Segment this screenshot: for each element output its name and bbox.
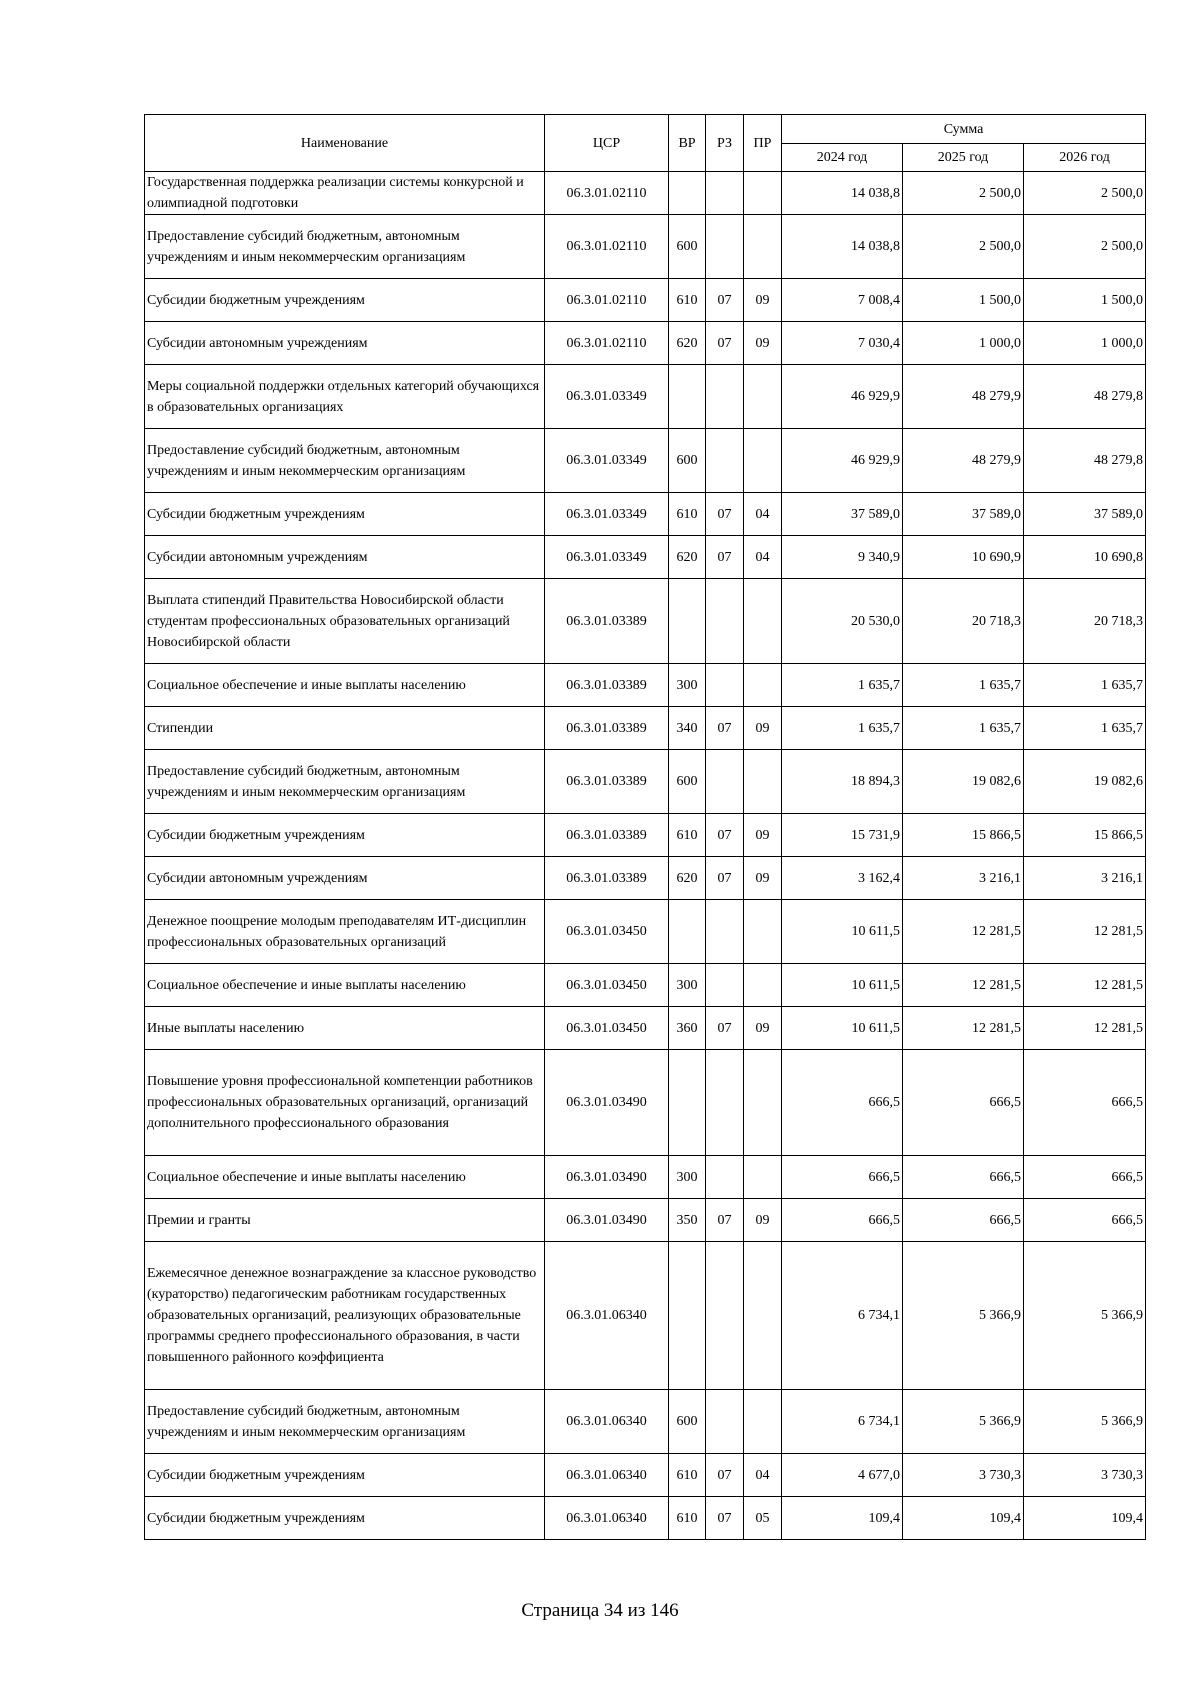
- row-pr: 09: [744, 322, 782, 365]
- table-row: [145, 215, 1146, 279]
- row-rz: [706, 1156, 744, 1199]
- table-row: [145, 536, 1146, 579]
- row-2026: 12 281,5: [1024, 900, 1146, 964]
- row-pr: [744, 365, 782, 429]
- page-number: Страница 34 из 146: [521, 1600, 679, 1621]
- row-2024: 14 038,8: [782, 172, 903, 215]
- row-csr: 06.3.01.03349: [545, 536, 669, 579]
- row-2024: 1 635,7: [782, 707, 903, 750]
- row-2026: 1 635,7: [1024, 664, 1146, 707]
- row-pr: 05: [744, 1497, 782, 1540]
- row-csr: 06.3.01.06340: [545, 1454, 669, 1497]
- row-pr: [744, 1390, 782, 1454]
- table-row: [145, 900, 1146, 964]
- row-2026: 48 279,8: [1024, 429, 1146, 493]
- row-vr: 300: [669, 964, 706, 1007]
- row-name: Повышение уровня профессиональной компетенции работников профессиональных образовательных организаций, организаций дополнительного профессионального образования: [145, 1050, 545, 1156]
- row-2025: 666,5: [903, 1050, 1024, 1156]
- row-csr: 06.3.01.03490: [545, 1156, 669, 1199]
- row-name: Субсидии автономным учреждениям: [145, 322, 545, 365]
- row-2025: 37 589,0: [903, 493, 1024, 536]
- table-row: [145, 750, 1146, 814]
- row-2026: 666,5: [1024, 1050, 1146, 1156]
- row-2024: 6 734,1: [782, 1390, 903, 1454]
- row-pr: [744, 1050, 782, 1156]
- row-2025: 5 366,9: [903, 1242, 1024, 1390]
- row-pr: [744, 900, 782, 964]
- row-rz: 07: [706, 279, 744, 322]
- row-vr: 600: [669, 429, 706, 493]
- table-row: [145, 814, 1146, 857]
- row-csr: 06.3.01.02110: [545, 172, 669, 215]
- row-name: Субсидии бюджетным учреждениям: [145, 1454, 545, 1497]
- row-name: Субсидии бюджетным учреждениям: [145, 814, 545, 857]
- row-vr: 620: [669, 536, 706, 579]
- row-pr: 04: [744, 1454, 782, 1497]
- table-body: [145, 172, 1146, 1540]
- row-name: Субсидии бюджетным учреждениям: [145, 279, 545, 322]
- row-2026: 1 500,0: [1024, 279, 1146, 322]
- row-rz: [706, 365, 744, 429]
- row-csr: 06.3.01.06340: [545, 1242, 669, 1390]
- row-2024: 9 340,9: [782, 536, 903, 579]
- row-2026: 12 281,5: [1024, 964, 1146, 1007]
- row-vr: [669, 579, 706, 664]
- table-row: [145, 279, 1146, 322]
- table-row: [145, 172, 1146, 215]
- row-pr: [744, 664, 782, 707]
- row-2025: 2 500,0: [903, 215, 1024, 279]
- row-2026: 48 279,8: [1024, 365, 1146, 429]
- row-2024: 6 734,1: [782, 1242, 903, 1390]
- row-vr: 600: [669, 750, 706, 814]
- row-rz: [706, 215, 744, 279]
- row-2024: 1 635,7: [782, 664, 903, 707]
- row-2026: 1 000,0: [1024, 322, 1146, 365]
- row-rz: 07: [706, 1007, 744, 1050]
- row-csr: 06.3.01.03349: [545, 365, 669, 429]
- row-rz: [706, 1050, 744, 1156]
- row-2024: 15 731,9: [782, 814, 903, 857]
- row-vr: [669, 365, 706, 429]
- row-name: Иные выплаты населению: [145, 1007, 545, 1050]
- header-rz: РЗ: [706, 115, 744, 172]
- row-vr: 610: [669, 493, 706, 536]
- row-2024: 18 894,3: [782, 750, 903, 814]
- row-name: Государственная поддержка реализации системы конкурсной и олимпиадной подготовки: [145, 172, 545, 215]
- row-rz: 07: [706, 493, 744, 536]
- row-pr: 09: [744, 1199, 782, 1242]
- table-row: [145, 1390, 1146, 1454]
- row-csr: 06.3.01.03389: [545, 579, 669, 664]
- table-row: [145, 1199, 1146, 1242]
- row-csr: 06.3.01.03349: [545, 493, 669, 536]
- row-2026: 10 690,8: [1024, 536, 1146, 579]
- table-row: [145, 1007, 1146, 1050]
- row-2024: 666,5: [782, 1050, 903, 1156]
- table-row: [145, 707, 1146, 750]
- row-csr: 06.3.01.03389: [545, 857, 669, 900]
- row-vr: [669, 900, 706, 964]
- row-2024: 46 929,9: [782, 429, 903, 493]
- row-name: Социальное обеспечение и иные выплаты населению: [145, 964, 545, 1007]
- row-2025: 15 866,5: [903, 814, 1024, 857]
- row-2025: 109,4: [903, 1497, 1024, 1540]
- row-pr: 09: [744, 1007, 782, 1050]
- row-vr: [669, 172, 706, 215]
- row-vr: 360: [669, 1007, 706, 1050]
- table-row: [145, 322, 1146, 365]
- row-2024: 46 929,9: [782, 365, 903, 429]
- row-2025: 3 216,1: [903, 857, 1024, 900]
- row-rz: [706, 964, 744, 1007]
- row-pr: [744, 579, 782, 664]
- row-csr: 06.3.01.03389: [545, 664, 669, 707]
- row-name: Предоставление субсидий бюджетным, автономным учреждениям и иным некоммерческим организациям: [145, 429, 545, 493]
- row-2024: 10 611,5: [782, 900, 903, 964]
- row-name: Премии и гранты: [145, 1199, 545, 1242]
- header-2025: 2025 год: [903, 144, 1024, 172]
- row-2024: 7 030,4: [782, 322, 903, 365]
- row-vr: 300: [669, 1156, 706, 1199]
- row-pr: 09: [744, 279, 782, 322]
- row-rz: 07: [706, 814, 744, 857]
- row-2026: 19 082,6: [1024, 750, 1146, 814]
- row-vr: 340: [669, 707, 706, 750]
- row-name: Выплата стипендий Правительства Новосибирской области студентам профессиональных образовательных организаций Новосибирской области: [145, 579, 545, 664]
- row-2025: 19 082,6: [903, 750, 1024, 814]
- row-vr: 610: [669, 1497, 706, 1540]
- header-vr: ВР: [669, 115, 706, 172]
- row-csr: 06.3.01.02110: [545, 279, 669, 322]
- row-2024: 10 611,5: [782, 964, 903, 1007]
- row-2026: 37 589,0: [1024, 493, 1146, 536]
- row-2025: 1 000,0: [903, 322, 1024, 365]
- row-rz: 07: [706, 1497, 744, 1540]
- row-2026: 3 216,1: [1024, 857, 1146, 900]
- row-2025: 12 281,5: [903, 1007, 1024, 1050]
- row-rz: 07: [706, 707, 744, 750]
- row-2024: 20 530,0: [782, 579, 903, 664]
- table-row: [145, 964, 1146, 1007]
- row-vr: 600: [669, 1390, 706, 1454]
- row-vr: 620: [669, 857, 706, 900]
- row-rz: [706, 1390, 744, 1454]
- table-row: [145, 857, 1146, 900]
- row-2024: 3 162,4: [782, 857, 903, 900]
- row-pr: [744, 1156, 782, 1199]
- row-name: Субсидии бюджетным учреждениям: [145, 1497, 545, 1540]
- row-pr: 04: [744, 536, 782, 579]
- row-name: Предоставление субсидий бюджетным, автономным учреждениям и иным некоммерческим организациям: [145, 750, 545, 814]
- row-pr: 09: [744, 857, 782, 900]
- table-row: [145, 664, 1146, 707]
- row-name: Социальное обеспечение и иные выплаты населению: [145, 1156, 545, 1199]
- row-name: Меры социальной поддержки отдельных категорий обучающихся в образовательных организациях: [145, 365, 545, 429]
- row-name: Предоставление субсидий бюджетным, автономным учреждениям и иным некоммерческим организациям: [145, 215, 545, 279]
- header-name: Наименование: [145, 115, 545, 172]
- row-rz: [706, 429, 744, 493]
- row-vr: 610: [669, 1454, 706, 1497]
- row-name: Ежемесячное денежное вознаграждение за классное руководство (кураторство) педагогическим работникам государственных образовательных организаций, реализующих образовательные программы среднего профессионального образования, в части повышенного районного коэффициента: [145, 1242, 545, 1390]
- row-pr: [744, 172, 782, 215]
- row-2025: 1 635,7: [903, 707, 1024, 750]
- row-rz: 07: [706, 857, 744, 900]
- header-csr: ЦСР: [545, 115, 669, 172]
- row-vr: 610: [669, 279, 706, 322]
- row-rz: [706, 750, 744, 814]
- row-2025: 5 366,9: [903, 1390, 1024, 1454]
- header-sum: Сумма: [782, 115, 1146, 144]
- row-name: Субсидии автономным учреждениям: [145, 857, 545, 900]
- row-pr: [744, 215, 782, 279]
- row-rz: [706, 579, 744, 664]
- row-2024: 37 589,0: [782, 493, 903, 536]
- row-2026: 2 500,0: [1024, 172, 1146, 215]
- row-pr: [744, 750, 782, 814]
- row-2026: 12 281,5: [1024, 1007, 1146, 1050]
- row-rz: [706, 172, 744, 215]
- row-rz: 07: [706, 322, 744, 365]
- row-2025: 48 279,9: [903, 429, 1024, 493]
- row-2025: 666,5: [903, 1199, 1024, 1242]
- row-2025: 3 730,3: [903, 1454, 1024, 1497]
- table-row: [145, 1454, 1146, 1497]
- header-2026: 2026 год: [1024, 144, 1146, 172]
- row-name: Денежное поощрение молодым преподавателям ИТ-дисциплин профессиональных образовательных организаций: [145, 900, 545, 964]
- row-vr: 300: [669, 664, 706, 707]
- row-pr: [744, 1242, 782, 1390]
- row-pr: 04: [744, 493, 782, 536]
- row-2025: 20 718,3: [903, 579, 1024, 664]
- row-vr: 350: [669, 1199, 706, 1242]
- row-2026: 20 718,3: [1024, 579, 1146, 664]
- row-csr: 06.3.01.03389: [545, 750, 669, 814]
- row-name: Субсидии автономным учреждениям: [145, 536, 545, 579]
- row-vr: [669, 1050, 706, 1156]
- table-row: [145, 1242, 1146, 1390]
- row-2024: 14 038,8: [782, 215, 903, 279]
- row-2026: 1 635,7: [1024, 707, 1146, 750]
- table-row: [145, 1050, 1146, 1156]
- row-csr: 06.3.01.02110: [545, 215, 669, 279]
- row-2026: 2 500,0: [1024, 215, 1146, 279]
- row-2024: 4 677,0: [782, 1454, 903, 1497]
- row-csr: 06.3.01.03450: [545, 964, 669, 1007]
- row-csr: 06.3.01.06340: [545, 1497, 669, 1540]
- row-2025: 1 500,0: [903, 279, 1024, 322]
- row-csr: 06.3.01.03389: [545, 707, 669, 750]
- row-2024: 109,4: [782, 1497, 903, 1540]
- row-2025: 1 635,7: [903, 664, 1024, 707]
- row-rz: [706, 1242, 744, 1390]
- header-pr: ПР: [744, 115, 782, 172]
- row-pr: 09: [744, 814, 782, 857]
- table-row: [145, 493, 1146, 536]
- row-pr: 09: [744, 707, 782, 750]
- row-2026: 5 366,9: [1024, 1242, 1146, 1390]
- row-2024: 7 008,4: [782, 279, 903, 322]
- header-2024: 2024 год: [782, 144, 903, 172]
- row-csr: 06.3.01.03490: [545, 1199, 669, 1242]
- budget-table: [144, 114, 1146, 1540]
- row-rz: [706, 664, 744, 707]
- row-2025: 12 281,5: [903, 964, 1024, 1007]
- row-name: Субсидии бюджетным учреждениям: [145, 493, 545, 536]
- table-row: [145, 365, 1146, 429]
- row-2025: 12 281,5: [903, 900, 1024, 964]
- row-csr: 06.3.01.03450: [545, 1007, 669, 1050]
- row-2024: 666,5: [782, 1199, 903, 1242]
- row-name: Предоставление субсидий бюджетным, автономным учреждениям и иным некоммерческим организациям: [145, 1390, 545, 1454]
- row-2026: 666,5: [1024, 1199, 1146, 1242]
- row-vr: 600: [669, 215, 706, 279]
- row-rz: 07: [706, 1454, 744, 1497]
- row-rz: 07: [706, 536, 744, 579]
- row-rz: 07: [706, 1199, 744, 1242]
- table-row: [145, 579, 1146, 664]
- row-name: Социальное обеспечение и иные выплаты населению: [145, 664, 545, 707]
- table-row: [145, 1497, 1146, 1540]
- row-2025: 2 500,0: [903, 172, 1024, 215]
- row-2025: 10 690,9: [903, 536, 1024, 579]
- table-row: [145, 429, 1146, 493]
- row-vr: [669, 1242, 706, 1390]
- row-vr: 620: [669, 322, 706, 365]
- row-rz: [706, 900, 744, 964]
- table-row: [145, 1156, 1146, 1199]
- row-pr: [744, 964, 782, 1007]
- row-csr: 06.3.01.03389: [545, 814, 669, 857]
- row-2025: 48 279,9: [903, 365, 1024, 429]
- row-2026: 109,4: [1024, 1497, 1146, 1540]
- row-2025: 666,5: [903, 1156, 1024, 1199]
- row-2026: 15 866,5: [1024, 814, 1146, 857]
- row-csr: 06.3.01.03349: [545, 429, 669, 493]
- row-vr: 610: [669, 814, 706, 857]
- row-csr: 06.3.01.03450: [545, 900, 669, 964]
- row-csr: 06.3.01.02110: [545, 322, 669, 365]
- row-2024: 10 611,5: [782, 1007, 903, 1050]
- row-2026: 5 366,9: [1024, 1390, 1146, 1454]
- row-name: Стипендии: [145, 707, 545, 750]
- row-2026: 3 730,3: [1024, 1454, 1146, 1497]
- row-csr: 06.3.01.06340: [545, 1390, 669, 1454]
- row-2026: 666,5: [1024, 1156, 1146, 1199]
- row-2024: 666,5: [782, 1156, 903, 1199]
- row-csr: 06.3.01.03490: [545, 1050, 669, 1156]
- row-pr: [744, 429, 782, 493]
